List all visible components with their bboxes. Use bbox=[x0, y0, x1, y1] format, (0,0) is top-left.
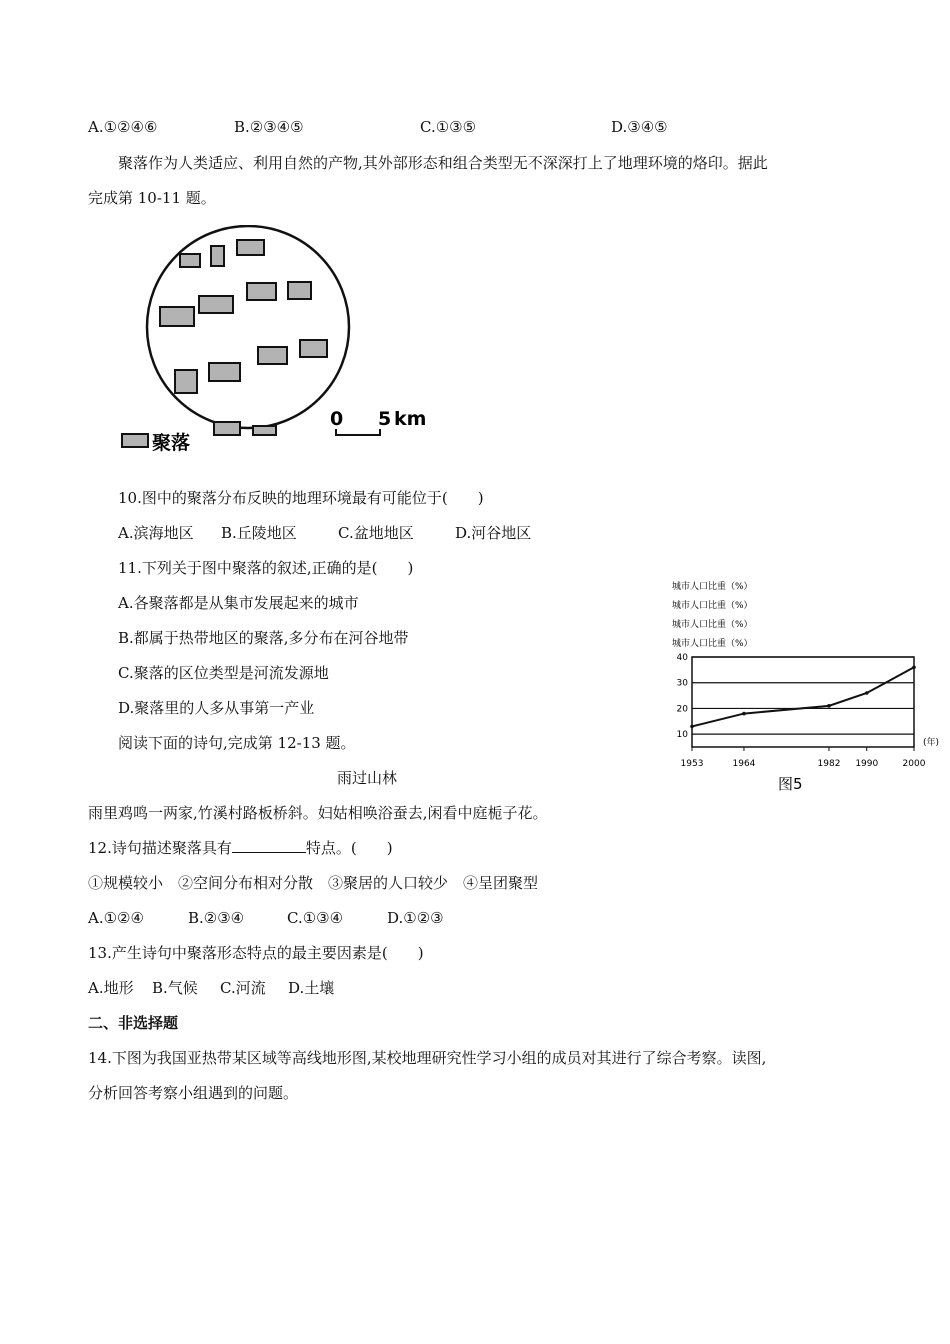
intro-12-13: 阅读下面的诗句,完成第 12-13 题。 bbox=[118, 734, 356, 752]
x-tick-label: 1953 bbox=[680, 759, 704, 769]
chart-caption: 图5 bbox=[778, 775, 803, 793]
settlement-block bbox=[253, 426, 276, 435]
settlement-block bbox=[160, 307, 194, 326]
settlement-block bbox=[199, 296, 233, 313]
q9-option-a: A.①②④⑥ bbox=[88, 118, 158, 136]
poem-title: 雨过山林 bbox=[337, 769, 398, 787]
data-point bbox=[742, 712, 746, 716]
q11-option-d: D.聚落里的人多从事第一产业 bbox=[118, 699, 315, 717]
settlement-block bbox=[211, 246, 224, 266]
q13-option-b: B.气候 bbox=[152, 979, 198, 997]
data-point bbox=[827, 704, 831, 708]
x-tick-label: 1990 bbox=[855, 759, 879, 769]
legend-label: 聚落 bbox=[152, 432, 191, 454]
chart-title-line-4: 城市人口比重（%） bbox=[672, 639, 753, 649]
q10-option-d: D.河谷地区 bbox=[455, 524, 532, 542]
q13-option-a: A.地形 bbox=[88, 979, 134, 997]
q11-option-c: C.聚落的区位类型是河流发源地 bbox=[118, 664, 329, 682]
q12-option-d: D.①②③ bbox=[387, 909, 444, 927]
q10-stem: 10.图中的聚落分布反映的地理环境最有可能位于( ) bbox=[118, 489, 484, 507]
data-point bbox=[690, 725, 694, 729]
data-point bbox=[912, 665, 916, 669]
q9-option-b: B.②③④⑤ bbox=[234, 118, 304, 136]
section2-title: 二、非选择题 bbox=[88, 1014, 179, 1032]
data-point bbox=[865, 691, 869, 695]
urban-population-chart bbox=[664, 575, 948, 795]
y-tick-label: 10 bbox=[676, 730, 688, 741]
y-tick-label: 40 bbox=[676, 653, 688, 663]
y-tick-label: 20 bbox=[676, 704, 688, 715]
scale-five-label: 5 bbox=[378, 408, 392, 430]
settlement-block bbox=[300, 340, 327, 357]
q12-option-a: A.①②④ bbox=[88, 909, 144, 927]
q11-option-a: A.各聚落都是从集市发展起来的城市 bbox=[118, 594, 359, 612]
chart-title-line-1: 城市人口比重（%） bbox=[672, 582, 753, 592]
scale-zero-label: 0 bbox=[330, 408, 344, 430]
q12-answer-blank bbox=[232, 838, 306, 853]
plot-frame bbox=[692, 657, 914, 747]
q9-option-d: D.③④⑤ bbox=[611, 118, 668, 136]
settlement-map bbox=[110, 225, 440, 455]
settlement-block bbox=[209, 363, 240, 381]
q13-stem: 13.产生诗句中聚落形态特点的最主要因素是( ) bbox=[88, 944, 424, 962]
y-tick-label: 30 bbox=[676, 678, 688, 689]
x-tick-label: 1982 bbox=[817, 759, 841, 769]
q12-statements: ①规模较小 ②空间分布相对分散 ③聚居的人口较少 ④呈团聚型 bbox=[88, 874, 539, 892]
q9-option-c: C.①③⑤ bbox=[420, 118, 477, 136]
q12-option-c: C.①③④ bbox=[287, 909, 344, 927]
q11-stem: 11.下列关于图中聚落的叙述,正确的是( ) bbox=[118, 559, 414, 577]
q13-option-d: D.土壤 bbox=[288, 979, 335, 997]
q12-stem bbox=[88, 838, 393, 858]
settlement-block bbox=[258, 347, 287, 364]
scale-unit-label: km bbox=[394, 408, 427, 430]
chart-title-line-3: 城市人口比重（%） bbox=[672, 620, 753, 630]
q12-option-b: B.②③④ bbox=[188, 909, 245, 927]
chart-title-line-2: 城市人口比重（%） bbox=[672, 601, 753, 611]
q10-option-c: C.盆地地区 bbox=[338, 524, 414, 542]
intro-10-11-line2: 完成第 10-11 题。 bbox=[88, 189, 216, 207]
x-axis-unit-label: (年) bbox=[923, 738, 940, 748]
x-tick-label: 2000 bbox=[902, 759, 926, 769]
poem-text: 雨里鸡鸣一两家,竹溪村路板桥斜。妇姑相唤浴蚕去,闲看中庭栀子花。 bbox=[88, 804, 548, 822]
q14-line2: 分析回答考察小组遇到的问题。 bbox=[88, 1084, 299, 1102]
q14-line1: 14.下图为我国亚热带某区域等高线地形图,某校地理研究性学习小组的成员对其进行了综合考察。读图, bbox=[88, 1049, 767, 1067]
intro-10-11-line1: 聚落作为人类适应、利用自然的产物,其外部形态和组合类型无不深深打上了地理环境的烙印。据此 bbox=[118, 154, 768, 172]
settlement-block bbox=[214, 422, 240, 435]
legend-swatch bbox=[122, 434, 148, 447]
settlement-block bbox=[175, 370, 197, 393]
settlement-block bbox=[288, 282, 311, 299]
settlement-block bbox=[180, 254, 200, 267]
q12-stem-before: 12.诗句描述聚落具有 bbox=[88, 839, 232, 857]
settlement-block bbox=[247, 283, 276, 300]
x-tick-label: 1964 bbox=[732, 759, 756, 769]
q12-stem-after: 特点。( ) bbox=[305, 839, 393, 857]
settlement-block bbox=[237, 240, 264, 255]
q10-option-a: A.滨海地区 bbox=[118, 524, 194, 542]
series-line bbox=[692, 667, 914, 726]
q10-option-b: B.丘陵地区 bbox=[221, 524, 297, 542]
q11-option-b: B.都属于热带地区的聚落,多分布在河谷地带 bbox=[118, 629, 409, 647]
q13-option-c: C.河流 bbox=[220, 979, 266, 997]
